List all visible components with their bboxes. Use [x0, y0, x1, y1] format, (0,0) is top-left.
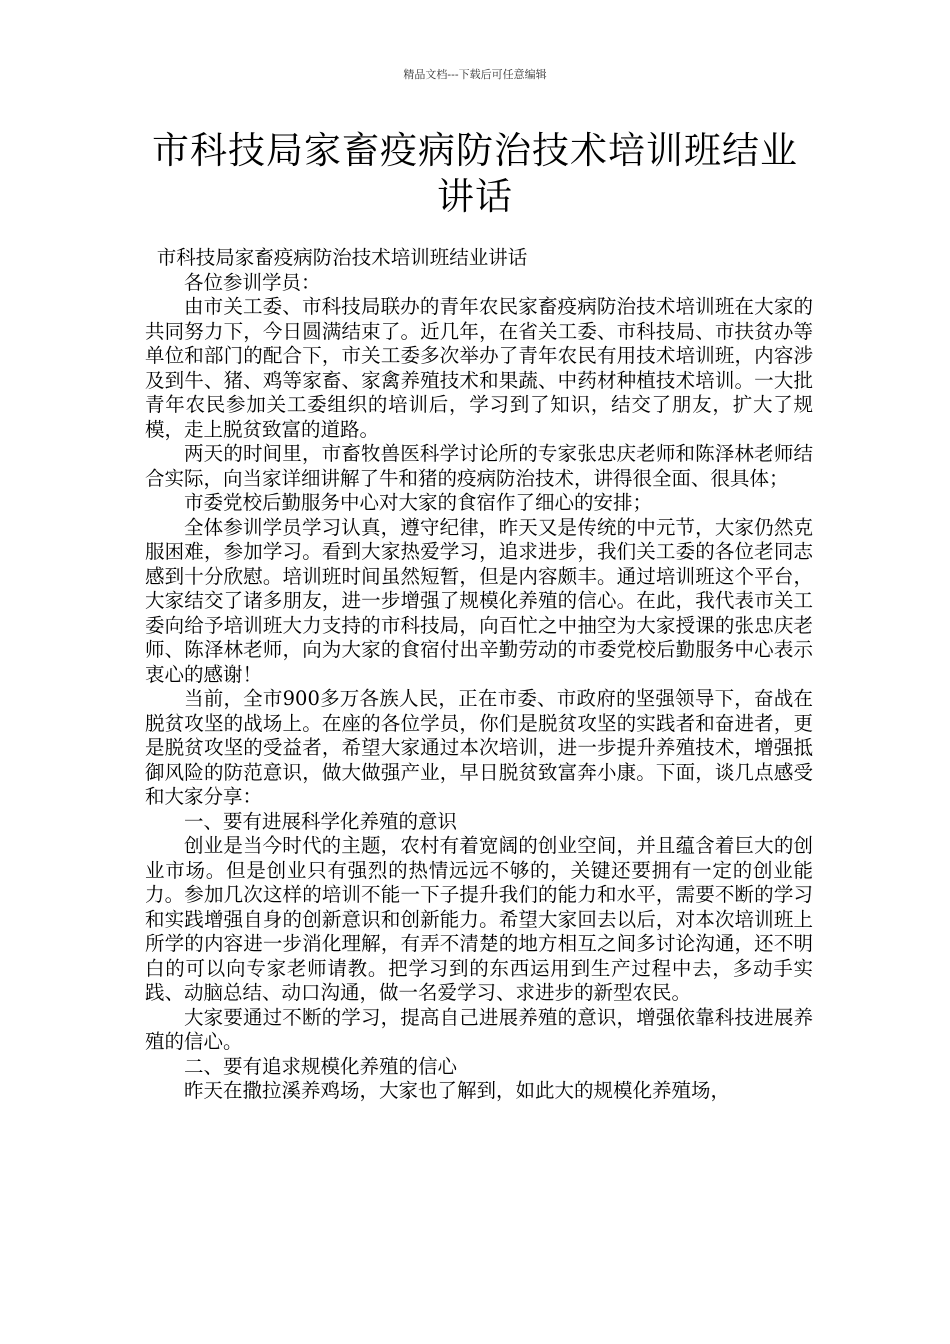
paragraph: 两天的时间里，市畜牧兽医科学讨论所的专家张忠庆老师和陈泽林老师结合实际，向当家详细讲解了牛和猪的疫病防治技术，讲得很全面、很具体； [145, 442, 813, 490]
paragraph: 大家要通过不断的学习，提高自己进展养殖的意识，增强依靠科技进展养殖的信心。 [145, 1005, 813, 1053]
paragraph: 创业是当今时代的主题，农村有着宽阔的创业空间，并且蕴含着巨大的创业市场。但是创业只有强烈的热情远远不够的，关键还要拥有一定的创业能力。参加几次这样的培训不能一下子提升我们的能力和水平，需要不断的学习和实践增强自身的创新意识和创新能力。希望大家回去以后，对本次培训班上所学的内容进一步消化理解，有弄不清楚的地方相互之间多讨论沟通，还不明白的可以向专家老师请教。把学习到的东西运用到生产过程中去，多动手实践、动脑总结、动口沟通，做一名爱学习、求进步的新型农民。 [145, 834, 813, 1004]
section-heading: 二、要有追求规模化养殖的信心 [184, 1054, 458, 1078]
document-title: 市科技局家畜疫病防治技术培训班结业讲话 [152, 129, 798, 218]
paragraph: 市委党校后勤服务中心对大家的食宿作了细心的安排； [184, 491, 653, 514]
paragraph: 当前，全市900多万各族人民，正在市委、市政府的坚强领导下，奋战在脱贫攻坚的战场上。在座的各位学员，你们是脱贫攻坚的实践者和奋进者，更是脱贫攻坚的受益者，希望大家通过本次培训，进一步提升养殖技术，增强抵御风险的防范意识，做大做强产业，早日脱贫致富奔小康。下面，谈几点感受和大家分享： [145, 687, 813, 808]
paragraph: 由市关工委、市科技局联办的青年农民家畜疫病防治技术培训班在大家的共同努力下，今日圆满结束了。近几年，在省关工委、市科技局、市扶贫办等单位和部门的配合下，市关工委多次举办了青年农民有用技术培训班，内容涉及到牛、猪、鸡等家畜、家禽养殖技术和果蔬、中药材种植技术培训。一大批青年农民参加关工委组织的培训后，学习到了知识，结交了朋友，扩大了规模，走上脱贫致富的道路。 [145, 295, 813, 441]
salutation: 各位参训学员： [184, 270, 321, 294]
paragraph: 全体参训学员学习认真，遵守纪律，昨天又是传统的中元节，大家仍然克服困难，参加学习。看到大家热爱学习，追求进步，我们关工委的各位老同志感到十分欣慰。培训班时间虽然短暂，但是内容颇丰。通过培训班这个平台，大家结交了诸多朋友，进一步增强了规模化养殖的信心。在此，我代表市关工委向给予培训班大力支持的市科技局，向百忙之中抽空为大家授课的张忠庆老师、陈泽林老师，向为大家的食宿付出辛勤劳动的市委党校后勤服务中心表示衷心的感谢！ [145, 515, 813, 686]
header-note: 精品文档---下载后可任意编辑 [403, 68, 547, 81]
paragraph: 昨天在撒拉溪养鸡场，大家也了解到，如此大的规模化养殖场， [184, 1079, 731, 1102]
document-subtitle: 市科技局家畜疫病防治技术培训班结业讲话 [156, 246, 528, 269]
section-heading: 一、要有进展科学化养殖的意识 [184, 809, 458, 833]
document-body [145, 246, 813, 1104]
